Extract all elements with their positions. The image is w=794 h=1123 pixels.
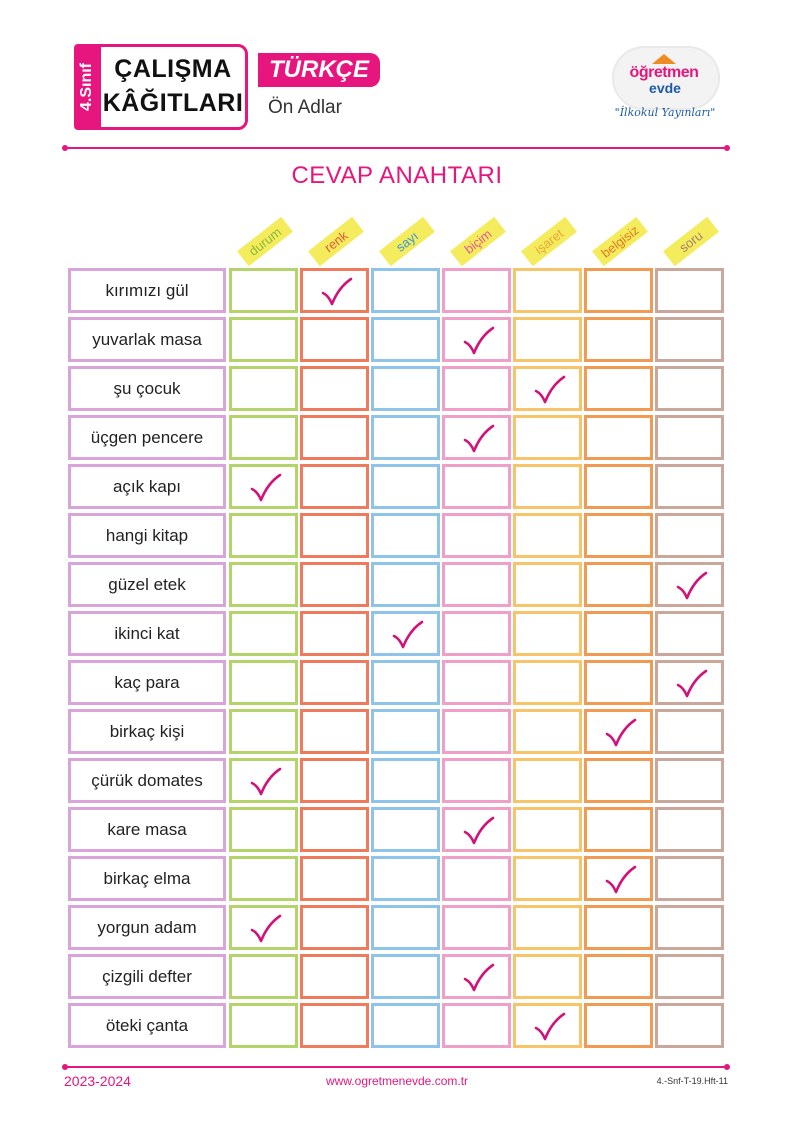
answer-cell[interactable]: [655, 807, 724, 852]
column-header-4: işaret: [521, 217, 577, 266]
answer-cell[interactable]: [229, 268, 298, 313]
answer-cell[interactable]: [300, 758, 369, 803]
checkmark-icon: [605, 718, 637, 748]
answer-cell[interactable]: [442, 317, 511, 362]
row-word: hangi kitap: [68, 513, 226, 558]
answer-cell[interactable]: [229, 660, 298, 705]
answer-cell[interactable]: [229, 954, 298, 999]
answer-cell[interactable]: [371, 709, 440, 754]
answer-cell[interactable]: [655, 660, 724, 705]
row-word: şu çocuk: [68, 366, 226, 411]
answer-cell[interactable]: [300, 807, 369, 852]
answer-cell[interactable]: [655, 905, 724, 950]
logo-brand-top: öğretmen: [629, 64, 699, 81]
topic-label: Ön Adlar: [268, 97, 342, 118]
answer-cell[interactable]: [584, 415, 653, 460]
checkmark-icon: [250, 767, 282, 797]
row-word: öteki çanta: [68, 1003, 226, 1048]
answer-cell[interactable]: [584, 268, 653, 313]
answer-cell[interactable]: [300, 464, 369, 509]
answer-cell[interactable]: [442, 464, 511, 509]
answer-cell[interactable]: [229, 317, 298, 362]
answer-cell[interactable]: [442, 709, 511, 754]
checkmark-icon: [250, 473, 282, 503]
answer-cell[interactable]: [655, 1003, 724, 1048]
answer-cell[interactable]: [655, 758, 724, 803]
checkmark-icon: [605, 865, 637, 895]
answer-cell[interactable]: [229, 807, 298, 852]
checkmark-icon: [676, 571, 708, 601]
answer-cell[interactable]: [442, 807, 511, 852]
answer-cell[interactable]: [300, 562, 369, 607]
checkmark-icon: [463, 963, 495, 993]
answer-cell[interactable]: [584, 562, 653, 607]
title-line-2: KÂĞITLARI: [102, 89, 244, 117]
answer-cell[interactable]: [229, 415, 298, 460]
checkmark-icon: [534, 375, 566, 405]
row-word: kırımızı gül: [68, 268, 226, 313]
answer-cell[interactable]: [300, 954, 369, 999]
row-word: güzel etek: [68, 562, 226, 607]
answer-cell[interactable]: [442, 905, 511, 950]
answer-cell[interactable]: [371, 268, 440, 313]
column-header-5: belgisiz: [592, 217, 648, 266]
answer-cell[interactable]: [300, 268, 369, 313]
column-header-2: sayı: [379, 217, 435, 266]
answer-cell[interactable]: [371, 807, 440, 852]
answer-cell[interactable]: [655, 954, 724, 999]
answer-cell[interactable]: [229, 562, 298, 607]
answer-cell[interactable]: [655, 709, 724, 754]
answer-cell[interactable]: [442, 268, 511, 313]
answer-cell[interactable]: [513, 856, 582, 901]
answer-cell[interactable]: [371, 464, 440, 509]
row-word: kare masa: [68, 807, 226, 852]
answer-cell[interactable]: [229, 513, 298, 558]
answer-cell[interactable]: [584, 317, 653, 362]
answer-cell[interactable]: [371, 856, 440, 901]
answer-cell[interactable]: [584, 807, 653, 852]
footer-code: 4.-Snf-T-19.Hft-11: [656, 1076, 728, 1086]
answer-cell[interactable]: [513, 513, 582, 558]
answer-cell[interactable]: [371, 415, 440, 460]
answer-cell[interactable]: [584, 513, 653, 558]
row-word: kaç para: [68, 660, 226, 705]
answer-cell[interactable]: [371, 758, 440, 803]
answer-cell[interactable]: [513, 317, 582, 362]
answer-cell[interactable]: [584, 905, 653, 950]
answer-cell[interactable]: [300, 317, 369, 362]
answer-cell[interactable]: [513, 562, 582, 607]
column-header-1: renk: [308, 217, 364, 266]
answer-cell[interactable]: [584, 1003, 653, 1048]
answer-cell[interactable]: [442, 856, 511, 901]
answer-cell[interactable]: [229, 709, 298, 754]
answer-cell[interactable]: [371, 317, 440, 362]
answer-cell[interactable]: [229, 905, 298, 950]
answer-cell[interactable]: [513, 464, 582, 509]
answer-cell[interactable]: [371, 366, 440, 411]
answer-cell[interactable]: [442, 758, 511, 803]
divider-dot: [62, 1064, 68, 1070]
row-word: ikinci kat: [68, 611, 226, 656]
answer-cell[interactable]: [584, 758, 653, 803]
answer-cell[interactable]: [300, 611, 369, 656]
row-word: çizgili defter: [68, 954, 226, 999]
logo-tagline: "İlkokul Yayınları": [614, 106, 716, 119]
answer-cell[interactable]: [584, 856, 653, 901]
answer-cell[interactable]: [584, 611, 653, 656]
house-roof-icon: [652, 54, 676, 64]
column-header-0: durum: [237, 217, 293, 266]
row-word: yorgun adam: [68, 905, 226, 950]
answer-cell[interactable]: [371, 1003, 440, 1048]
answer-cell[interactable]: [513, 954, 582, 999]
answer-cell[interactable]: [229, 464, 298, 509]
footer-url[interactable]: www.ogretmenevde.com.tr: [325, 1074, 469, 1088]
checkmark-icon: [676, 669, 708, 699]
answer-cell[interactable]: [300, 856, 369, 901]
answer-cell[interactable]: [300, 415, 369, 460]
answer-cell[interactable]: [442, 562, 511, 607]
answer-cell[interactable]: [655, 611, 724, 656]
answer-cell[interactable]: [513, 709, 582, 754]
answer-cell[interactable]: [584, 464, 653, 509]
page-title: CEVAP ANAHTARI: [291, 162, 503, 189]
answer-cell[interactable]: [229, 611, 298, 656]
answer-cell[interactable]: [442, 660, 511, 705]
checkmark-icon: [392, 620, 424, 650]
subject-badge: TÜRKÇE: [258, 53, 380, 87]
bottom-divider: [64, 1066, 728, 1068]
answer-cell[interactable]: [513, 366, 582, 411]
checkmark-icon: [321, 277, 353, 307]
answer-cell[interactable]: [300, 905, 369, 950]
row-word: birkaç kişi: [68, 709, 226, 754]
answer-cell[interactable]: [442, 611, 511, 656]
checkmark-icon: [250, 914, 282, 944]
answer-cell[interactable]: [513, 268, 582, 313]
answer-cell[interactable]: [655, 513, 724, 558]
answer-cell[interactable]: [300, 660, 369, 705]
answer-cell[interactable]: [300, 709, 369, 754]
answer-cell[interactable]: [300, 1003, 369, 1048]
row-word: çürük domates: [68, 758, 226, 803]
answer-cell[interactable]: [584, 709, 653, 754]
answer-cell[interactable]: [584, 954, 653, 999]
answer-cell[interactable]: [655, 562, 724, 607]
grade-tab: [74, 44, 100, 130]
answer-cell[interactable]: [371, 562, 440, 607]
answer-cell[interactable]: [513, 807, 582, 852]
answer-cell[interactable]: [513, 1003, 582, 1048]
checkmark-icon: [463, 326, 495, 356]
answer-cell[interactable]: [513, 611, 582, 656]
row-word: açık kapı: [68, 464, 226, 509]
answer-cell[interactable]: [513, 660, 582, 705]
logo-brand-bottom: evde: [649, 80, 681, 96]
answer-cell[interactable]: [513, 758, 582, 803]
answer-cell[interactable]: [442, 954, 511, 999]
answer-cell[interactable]: [371, 611, 440, 656]
answer-cell[interactable]: [655, 366, 724, 411]
column-header-3: biçim: [450, 217, 506, 266]
answer-cell[interactable]: [442, 366, 511, 411]
answer-cell[interactable]: [442, 513, 511, 558]
answer-cell[interactable]: [584, 366, 653, 411]
answer-cell[interactable]: [229, 366, 298, 411]
checkmark-icon: [463, 816, 495, 846]
answer-cell[interactable]: [513, 905, 582, 950]
answer-cell[interactable]: [371, 905, 440, 950]
checkmark-icon: [534, 1012, 566, 1042]
answer-cell[interactable]: [655, 856, 724, 901]
grade-label: 4.Sınıf: [78, 62, 95, 112]
footer-year: 2023-2024: [64, 1073, 131, 1089]
answer-cell[interactable]: [655, 464, 724, 509]
answer-cell[interactable]: [584, 660, 653, 705]
divider-dot: [724, 145, 730, 151]
answer-cell[interactable]: [229, 1003, 298, 1048]
answer-cell[interactable]: [371, 660, 440, 705]
divider-dot: [62, 145, 68, 151]
title-box: [98, 44, 248, 130]
answer-cell[interactable]: [300, 513, 369, 558]
divider-dot: [724, 1064, 730, 1070]
row-word: birkaç elma: [68, 856, 226, 901]
row-word: üçgen pencere: [68, 415, 226, 460]
top-divider: [64, 147, 728, 149]
checkmark-icon: [463, 424, 495, 454]
answer-cell[interactable]: [513, 415, 582, 460]
answer-cell[interactable]: [300, 366, 369, 411]
title-line-1: ÇALIŞMA: [114, 55, 232, 83]
answer-cell[interactable]: [655, 415, 724, 460]
answer-cell[interactable]: [229, 856, 298, 901]
publisher-logo: [606, 42, 722, 130]
answer-cell[interactable]: [229, 758, 298, 803]
answer-cell[interactable]: [442, 415, 511, 460]
answer-cell[interactable]: [655, 317, 724, 362]
column-header-6: soru: [663, 217, 719, 266]
answer-cell[interactable]: [655, 268, 724, 313]
row-word: yuvarlak masa: [68, 317, 226, 362]
answer-cell[interactable]: [442, 1003, 511, 1048]
answer-cell[interactable]: [371, 954, 440, 999]
answer-cell[interactable]: [371, 513, 440, 558]
